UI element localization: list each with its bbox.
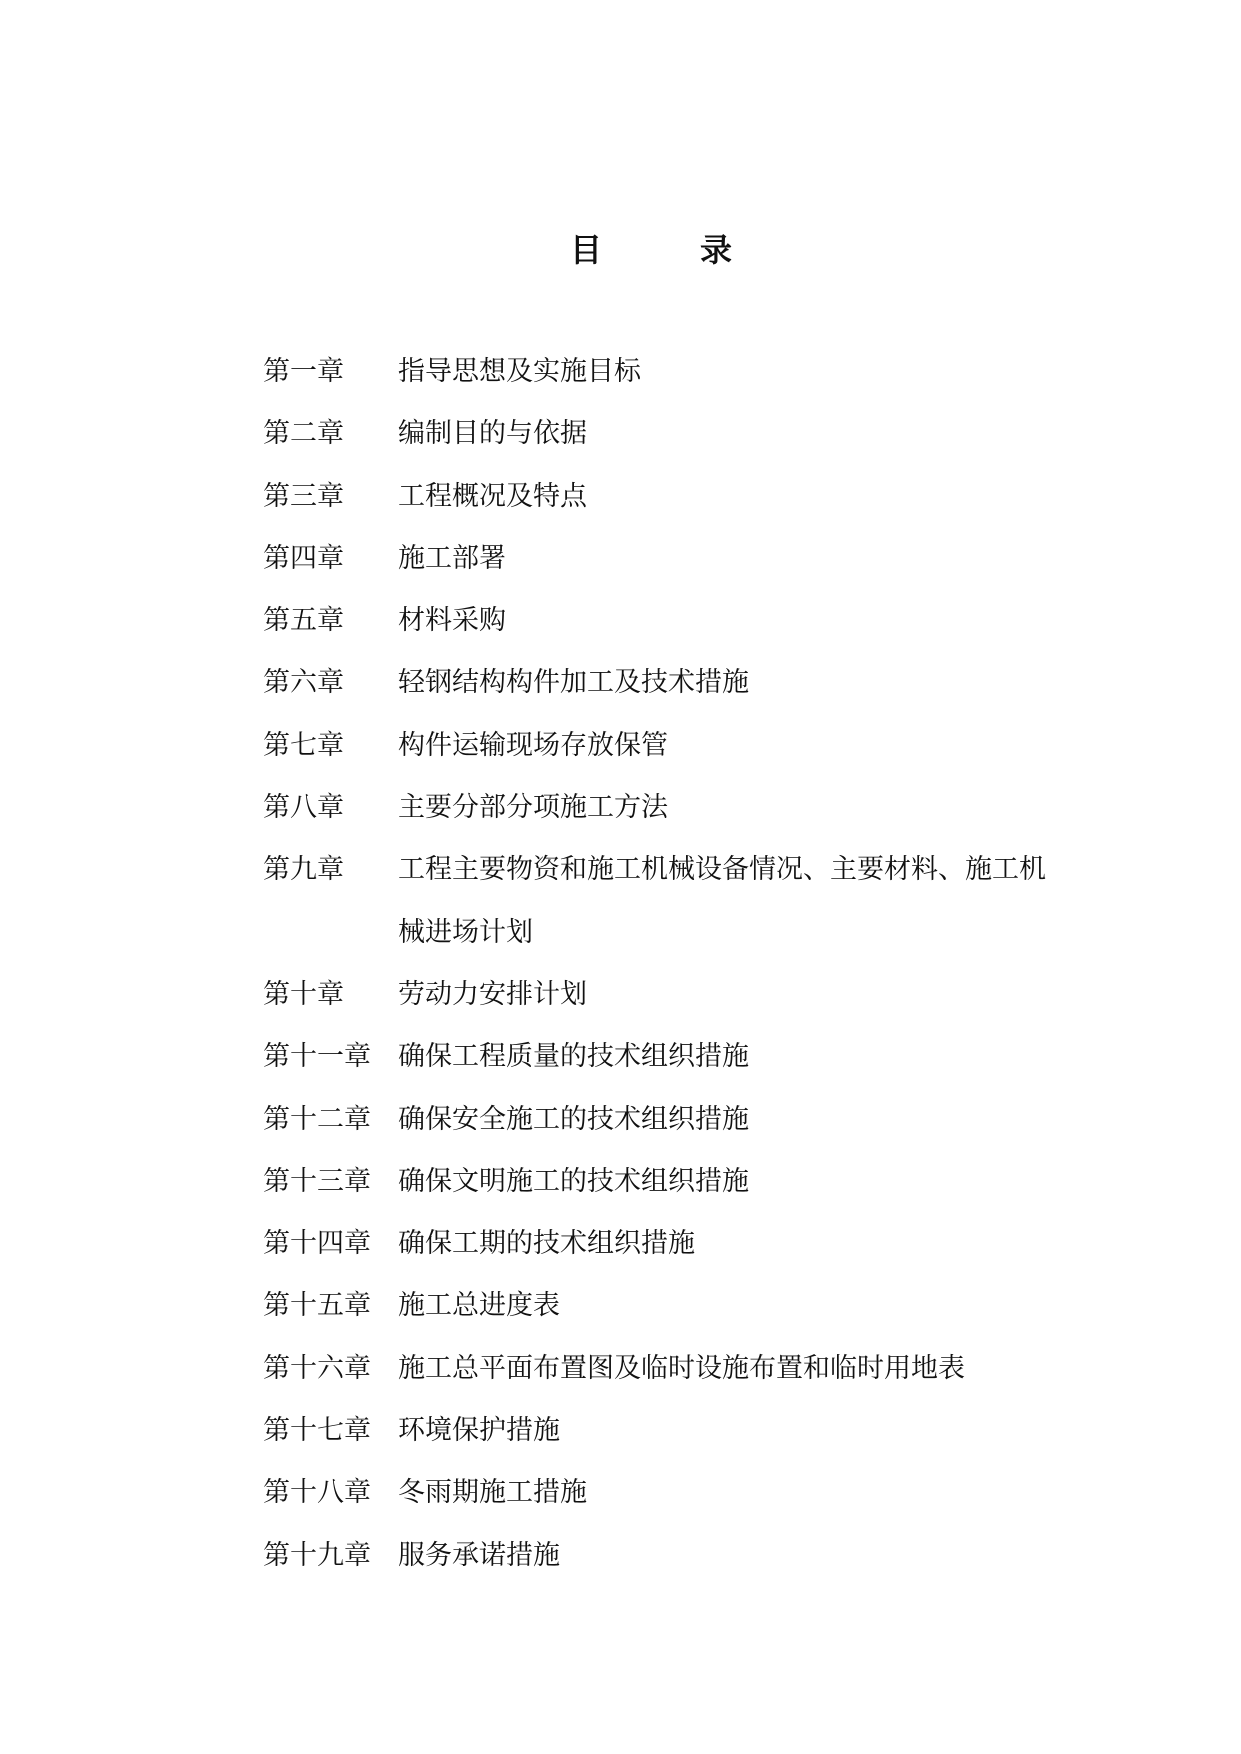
toc-item[interactable] [263,652,1063,714]
chapter-title: 确保工程质量的技术组织措施 [398,1041,749,1073]
chapter-title: 工程主要物资和施工机械设备情况、主要材料、施工机械进场计划 [398,854,1046,948]
toc-item[interactable] [263,1275,1063,1337]
chapter-title: 施工总进度表 [398,1290,560,1322]
chapter-number: 第六章 [263,667,344,699]
chapter-title: 工程概况及特点 [398,480,587,512]
toc-item[interactable] [263,528,1063,590]
chapter-title: 确保工期的技术组织措施 [398,1228,695,1260]
table-of-contents [263,341,1063,1587]
chapter-number: 第十章 [263,978,344,1010]
chapter-title: 确保文明施工的技术组织措施 [398,1165,749,1197]
chapter-number: 第十七章 [263,1415,371,1447]
chapter-number: 第七章 [263,729,344,761]
chapter-title: 指导思想及实施目标 [398,356,641,387]
chapter-title: 材料采购 [398,605,506,637]
toc-item[interactable] [263,403,1063,465]
chapter-number: 第八章 [263,792,344,824]
chapter-number: 第十九章 [263,1539,371,1571]
toc-item[interactable] [263,1213,1063,1275]
chapter-title: 劳动力安排计划 [398,978,587,1010]
toc-item[interactable] [263,964,1063,1026]
title-char-2: 录 [700,231,733,269]
toc-item[interactable] [263,590,1063,652]
chapter-title: 环境保护措施 [398,1415,560,1447]
chapter-number: 第十八章 [263,1477,371,1509]
chapter-number: 第二章 [263,418,344,450]
chapter-title: 构件运输现场存放保管 [398,729,668,761]
chapter-title: 轻钢结构构件加工及技术措施 [398,667,749,699]
toc-item[interactable] [263,1525,1063,1587]
chapter-title: 主要分部分项施工方法 [398,792,668,824]
chapter-number: 第十二章 [263,1103,371,1135]
chapter-number: 第十三章 [263,1165,371,1197]
chapter-number: 第三章 [263,480,344,512]
chapter-number: 第四章 [263,542,344,574]
chapter-title: 冬雨期施工措施 [398,1477,587,1509]
toc-item[interactable] [263,1089,1063,1151]
toc-item[interactable] [263,777,1063,839]
chapter-title: 服务承诺措施 [398,1539,560,1571]
toc-item[interactable] [263,466,1063,528]
toc-item[interactable] [263,1462,1063,1524]
chapter-title: 编制目的与依据 [398,418,587,450]
chapter-title: 施工总平面布置图及临时设施布置和临时用地表 [398,1352,965,1384]
chapter-number: 第十五章 [263,1290,371,1322]
toc-item[interactable] [263,715,1063,777]
chapter-number: 第九章 [263,854,344,886]
chapter-number: 第一章 [263,356,344,387]
page-title [0,226,1241,274]
title-char-1: 目 [570,231,603,269]
chapter-number: 第十六章 [263,1352,371,1384]
chapter-number: 第十四章 [263,1228,371,1260]
toc-item[interactable] [263,1400,1063,1462]
toc-item[interactable] [263,341,1063,403]
chapter-title: 施工部署 [398,542,506,574]
chapter-number: 第十一章 [263,1041,371,1073]
toc-item[interactable] [263,1151,1063,1213]
toc-item[interactable] [263,1026,1063,1088]
chapter-title: 确保安全施工的技术组织措施 [398,1103,749,1135]
toc-item[interactable] [263,1338,1063,1400]
toc-item[interactable] [263,839,1063,964]
chapter-number: 第五章 [263,605,344,637]
